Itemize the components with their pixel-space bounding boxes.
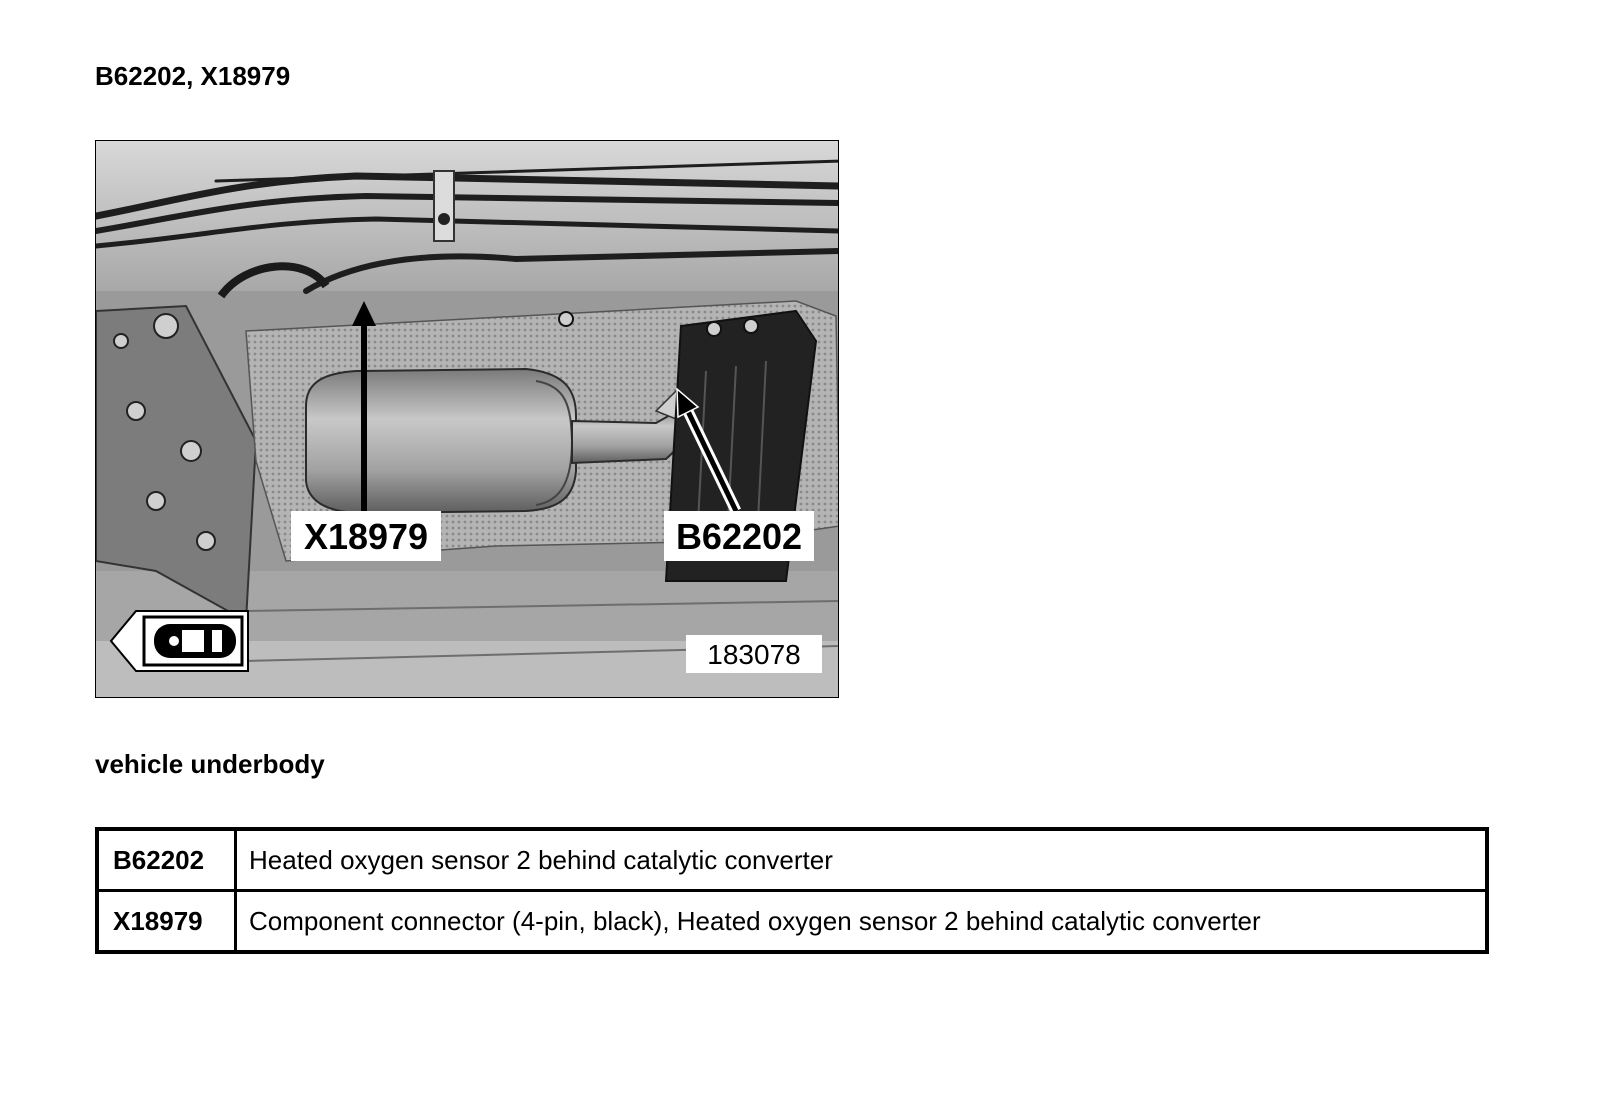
figure-caption: vehicle underbody xyxy=(95,749,325,779)
table-row xyxy=(97,891,1487,953)
callout-b62202: B62202 xyxy=(675,516,803,557)
car-front-direction-icon xyxy=(111,611,248,671)
figure-reference-number: 183078 xyxy=(707,639,801,670)
page-heading: B62202, X18979 xyxy=(95,61,291,91)
table-row xyxy=(97,829,1487,891)
component-code: B62202 xyxy=(97,829,236,891)
component-description: Heated oxygen sensor 2 behind catalytic converter xyxy=(236,829,1488,891)
component-legend-table xyxy=(95,827,1489,954)
component-code: X18979 xyxy=(97,891,236,953)
underbody-photo xyxy=(95,140,839,698)
callout-x18979: X18979 xyxy=(303,516,429,557)
component-description: Component connector (4-pin, black), Heated oxygen sensor 2 behind catalytic converter xyxy=(236,891,1488,953)
